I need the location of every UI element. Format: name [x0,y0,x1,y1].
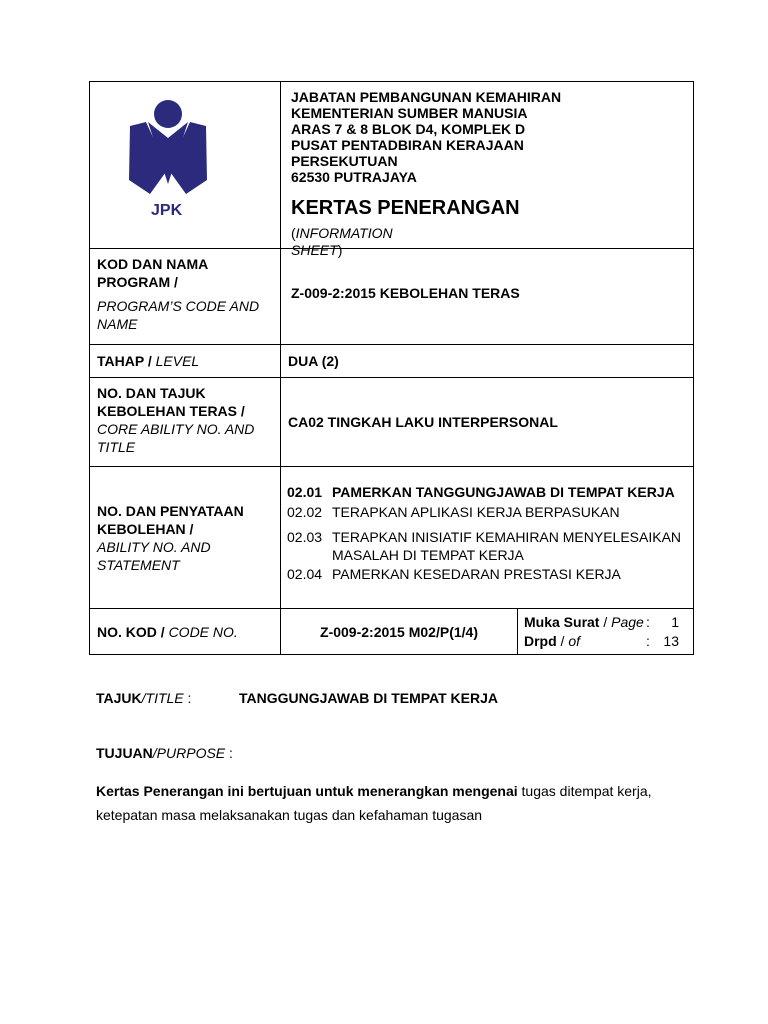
title-value: TANGGUNGJAWAB DI TEMPAT KERJA [239,690,499,706]
program-row [90,249,694,345]
address-line: PUSAT PENTADBIRAN KERAJAAN [291,137,524,153]
title-line: TAJUK/TITLE : TANGGUNGJAWAB DI TEMPAT KERJA [96,690,499,706]
core-ability-value: CA02 TINGKAH LAKU INTERPERSONAL [281,378,694,467]
purpose-text: Kertas Penerangan ini bertujuan untuk menerangkan mengenai tugas ditempat kerja, ketepatan masa melaksanakan tugas dan kefahaman tugasan [96,783,652,823]
core-ability-row [90,378,694,467]
ability-list [281,467,693,583]
code-row [90,609,694,655]
list-item: 02.04 PAMERKAN KESEDARAN PRESTASI KERJA [287,566,621,582]
page-number: Muka Surat / Page : 1 [524,613,679,630]
address-line: 62530 PUTRAJAYA [291,169,417,185]
header-table [89,81,694,655]
level-label: TAHAP / LEVEL [90,345,281,378]
sheet-title: KERTAS PENERANGAN [291,197,520,219]
list-item: 02.02 TERAPKAN APLIKASI KERJA BERPASUKAN [287,504,620,520]
ability-label: NO. DAN PENYATAAN KEBOLEHAN / ABILITY NO. AND STATEMENT [90,467,281,609]
ability-row [90,467,694,609]
page-total: Drpd / of : 13 [524,632,679,649]
address-line: PERSEKUTUAN [291,153,398,169]
program-label: KOD DAN NAMA PROGRAM / PROGRAM’S CODE AND NAME [90,249,281,345]
level-value: DUA (2) [281,345,694,378]
header-row [90,82,694,249]
level-row [90,345,694,378]
ability-list-cell [281,467,694,609]
jpk-logo-icon [90,82,281,249]
address-line: JABATAN PEMBANGUNAN KEMAHIRAN [291,89,562,105]
logo-text: JPK [151,202,183,219]
core-ability-label: NO. DAN TAJUK KEBOLEHAN TERAS / CORE ABILITY NO. AND TITLE [90,378,281,467]
program-value: Z-009-2:2015 KEBOLEHAN TERAS [281,249,694,345]
logo-cell [90,82,281,249]
sheet-subtitle: (INFORMATION SHEET) [291,225,393,258]
list-item: 02.01 PAMERKAN TANGGUNGJAWAB DI TEMPAT KERJA [287,484,675,500]
address-line: KEMENTERIAN SUMBER MANUSIA [291,105,528,121]
list-item: 02.03 TERAPKAN INISIATIF KEMAHIRAN MENYELESAIKAN MASALAH DI TEMPAT KERJA [287,529,682,563]
address-cell [281,82,694,258]
address-line: ARAS 7 & 8 BLOK D4, KOMPLEK D [291,121,526,137]
page-info-cell [518,609,694,655]
purpose-heading: TUJUAN/PURPOSE : [96,745,233,761]
address-block [291,89,561,185]
code-label: NO. KOD / CODE NO. [90,609,281,655]
code-value: Z-009-2:2015 M02/P(1/4) [281,609,518,655]
